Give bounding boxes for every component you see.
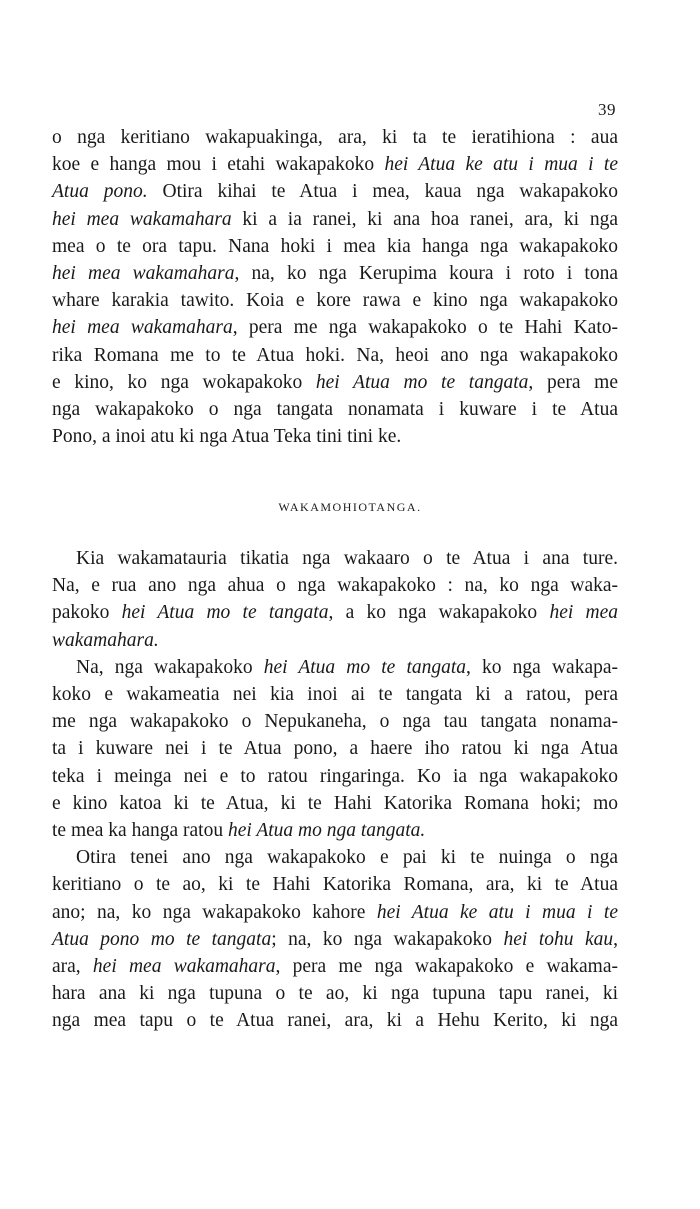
text-run: , pera me nga wakapakoko o te Hahi Kato-: [232, 317, 618, 339]
text-line: [52, 178, 618, 205]
text-run: nga wakapakoko o nga tangata nonamata i kuware i te Atua: [52, 399, 618, 421]
page-number: 39: [598, 100, 616, 119]
text-line: [52, 151, 618, 178]
text-run: , pera me nga wakapakoko e wakama-: [275, 956, 618, 978]
text-line: [52, 1007, 618, 1034]
section-heading: WAKAMOHIOTANGA.: [278, 500, 422, 514]
italic-text: hei mea wakamahara: [52, 208, 232, 230]
text-line: [52, 790, 618, 817]
text-run: ; na, ko nga wakapakoko: [271, 928, 504, 950]
text-line: [52, 708, 618, 735]
text-run: ara,: [52, 956, 93, 978]
italic-text: Atua pono mo te tangata: [52, 928, 272, 950]
text-line: [52, 980, 618, 1007]
text-line: [52, 763, 618, 790]
paragraph: [52, 654, 618, 844]
text-run: e kino katoa ki te Atua, ki te Hahi Katorika Romana hoki; mo: [52, 792, 618, 814]
text-run: ano; na, ko nga wakapakoko kahore: [52, 901, 377, 923]
text-run: koko e wakameatia nei kia inoi ai te tangata ki a ratou, pera: [52, 684, 618, 706]
text-run: , ko nga wakapa-: [466, 656, 618, 678]
text-line: [52, 342, 618, 369]
text-run: o nga keritiano wakapuakinga, ara, ki ta te ieratihiona : aua: [52, 127, 618, 148]
italic-text: hei Atua mo nga tangata.: [227, 820, 426, 842]
paragraph: [52, 545, 618, 654]
text-run: nga mea tapu o te Atua ranei, ara, ki a Hehu Kerito, ki nga: [52, 1010, 618, 1032]
text-run: keritiano o te ao, ki te Hahi Katorika Romana, ara, ki te Atua: [52, 874, 618, 896]
text-line: [52, 627, 618, 654]
text-run: rika Romana me to te Atua hoki. Na, heoi ano nga wakapakoko: [52, 344, 618, 366]
text-run: Na, e rua ano nga ahua o nga wakapakoko : na, ko nga waka-: [52, 575, 618, 597]
text-line: [52, 233, 618, 260]
text-line: [52, 654, 618, 681]
italic-text: hei mea wakamahara: [92, 956, 276, 978]
text-run: te mea ka hanga ratou: [52, 820, 228, 842]
text-line: [52, 545, 618, 572]
italic-text: hei Atua mo te tangata: [315, 371, 529, 393]
text-line: [52, 844, 618, 871]
italic-text: hei mea: [549, 602, 618, 624]
text-run: Pono, a inoi atu ki nga Atua Teka tini tini ke.: [52, 426, 402, 448]
text-run: me nga wakapakoko o Nepukaneha, o nga tau tangata nonama-: [52, 711, 618, 733]
text-line: [52, 206, 618, 233]
text-run: e kino, ko nga wokapakoko: [52, 371, 316, 393]
italic-text: hei Atua ke atu i mua i te: [384, 154, 618, 176]
paragraph: [52, 844, 618, 1034]
text-line: [52, 369, 618, 396]
text-run: pakoko: [52, 602, 122, 624]
italic-text: Atua pono.: [52, 181, 148, 203]
italic-text: hei Atua mo te tangata: [263, 656, 467, 678]
text-line: [52, 572, 618, 599]
text-line: [52, 423, 618, 450]
text-line: [52, 314, 618, 341]
text-line: [52, 871, 618, 898]
italic-text: hei Atua ke atu i mua i te: [376, 901, 619, 923]
text-block-bottom: [52, 545, 618, 1035]
text-run: , a ko nga wakapakoko: [328, 602, 550, 624]
text-line: [52, 681, 618, 708]
text-line: [52, 396, 618, 423]
text-line: [52, 817, 618, 844]
text-run: Kia wakamatauria tikatia nga wakaaro o te Atua i ana ture.: [76, 548, 618, 569]
text-run: hara ana ki nga tupuna o te ao, ki nga tupuna tapu ranei, ki: [52, 983, 618, 1005]
italic-text: hei mea wakamahara: [52, 317, 233, 339]
text-run: ,: [613, 928, 618, 950]
text-run: Na, nga wakapakoko: [76, 656, 264, 678]
text-line: [52, 735, 618, 762]
text-line: [52, 287, 618, 314]
text-run: , na, ko nga Kerupima koura i roto i tona: [234, 263, 618, 285]
italic-text: hei tohu kau: [503, 928, 614, 950]
text-run: whare karakia tawito. Koia e kore rawa e kino nga wakapakoko: [52, 290, 618, 312]
text-block-top: [52, 124, 618, 450]
text-line: [52, 599, 618, 626]
text-run: ta i kuware nei i te Atua pono, a haere iho ratou ki nga Atua: [52, 738, 618, 760]
text-run: mea o te ora tapu. Nana hoki i mea kia hanga nga wakapakoko: [52, 235, 618, 257]
text-line: [52, 260, 618, 287]
text-line: [52, 926, 618, 953]
italic-text: wakamahara.: [52, 629, 159, 651]
text-run: ki a ia ranei, ki ana hoa ranei, ara, ki nga: [231, 208, 618, 230]
text-run: koe e hanga mou i etahi wakapakoko: [52, 154, 385, 176]
text-run: , pera me: [528, 371, 618, 393]
text-run: Otira kihai te Atua i mea, kaua nga wakapakoko: [147, 181, 618, 203]
text-line: [52, 899, 618, 926]
text-line: [52, 124, 618, 151]
italic-text: hei mea wakamahara: [52, 263, 235, 285]
italic-text: hei Atua mo te tangata: [121, 602, 329, 624]
text-run: teka i meinga nei e to ratou ringaringa. Ko ia nga wakapakoko: [52, 765, 618, 787]
text-line: [52, 953, 618, 980]
text-run: Otira tenei ano nga wakapakoko e pai ki te nuinga o nga: [76, 847, 618, 869]
